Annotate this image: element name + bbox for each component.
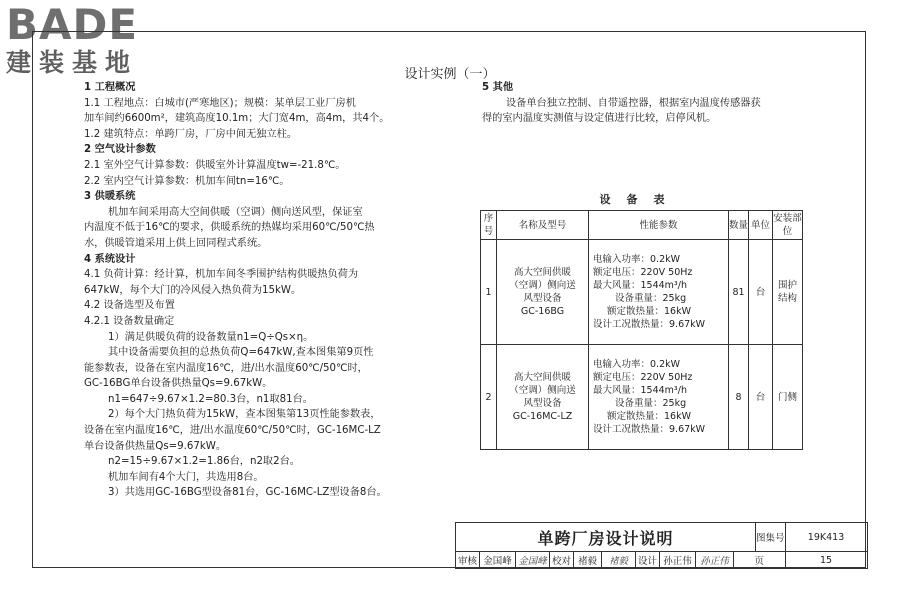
left-text-line: 机加车间有4个大门，共选用8台。	[108, 471, 264, 483]
checker-signature: 褚毅	[602, 552, 636, 569]
header-qty: 数量	[729, 211, 749, 240]
left-text-line: 2.2 室内空气计算参数：机加车间tn=16℃。	[84, 175, 290, 187]
spec-line: 额定电压：220V 50Hz	[593, 372, 693, 383]
name-line: 高大空间供暖	[513, 267, 571, 278]
left-text-line: 其中设备需要负担的总热负荷Q=647kW,查本图集第9页性	[108, 347, 374, 359]
title-block-top-row	[456, 523, 868, 552]
right-text-line: 5 其他	[482, 82, 514, 93]
left-text-line: n2=15÷9.67×1.2=1.86台，n2取2台。	[108, 456, 300, 468]
spec-line: 最大风量：1544m³/h	[593, 280, 687, 291]
row-unit: 台	[749, 240, 773, 345]
atlas-number: 19K413	[785, 523, 867, 552]
name-line: 风型设备	[523, 293, 562, 304]
left-text-line: 机加车间采用高大空间供暖（空调）侧向送风型，保证室	[108, 206, 363, 218]
logo-wordmark: BADE	[6, 0, 139, 49]
spec-line: 电输入功率：0.2kW	[593, 254, 681, 265]
row-location: 门侧	[773, 345, 803, 450]
left-text-line: 加车间约6600m²，建筑高度10.1m；大门宽4m，高4m，共4个。	[84, 113, 390, 125]
left-text-line: 水，供暖管道采用上供上回同程式系统。	[84, 237, 268, 249]
left-text-line: 内温度不低于16℃的要求，供暖系统的热媒均采用60℃/50℃热	[84, 222, 375, 234]
left-text-line: 4 系统设计	[84, 253, 136, 265]
right-text-column	[482, 80, 802, 127]
left-text-line: 2 空气设计参数	[84, 144, 156, 156]
table-row	[481, 240, 803, 345]
name-line: 风型设备	[523, 398, 562, 409]
reviewer-name: 金国峰	[480, 552, 516, 569]
spec-line: 设备重量：25kg	[615, 293, 687, 304]
spec-line: 设备重量：25kg	[615, 398, 687, 409]
row-specs	[589, 345, 729, 450]
header-no: 序号	[481, 211, 497, 240]
left-text-line: 4.1 负荷计算：经计算，机加车间冬季围护结构供暖热负荷为	[84, 269, 359, 281]
name-line: （空调）侧向送	[509, 385, 576, 396]
review-label: 审核	[456, 552, 480, 569]
right-text-line: 得的室内温度实测值与设定值进行比较，启停风机。	[482, 113, 717, 125]
header-unit: 单位	[749, 211, 773, 240]
row-name	[497, 240, 589, 345]
left-text-line: 4.2 设备选型及布置	[84, 300, 175, 312]
left-text-line: 能参数表，设备在室内温度16℃，进/出水温度60℃/50℃时，	[84, 362, 368, 374]
page-number: 15	[785, 552, 867, 569]
left-text-line: 1）满足供暖负荷的设备数量n1=Q÷Qs×η。	[108, 331, 314, 343]
check-label: 校对	[550, 552, 574, 569]
left-text-line: 1.2 建筑特点：单跨厂房，厂房中间无独立柱。	[84, 128, 298, 140]
left-text-line: 单台设备供热量Qs=9.67kW。	[84, 440, 227, 452]
page-label: 页	[734, 552, 786, 569]
row-qty: 81	[729, 240, 749, 345]
designer-name: 孙正伟	[660, 552, 696, 569]
row-location: 围护结构	[773, 240, 803, 345]
left-text-line: 3 供暖系统	[84, 191, 136, 203]
header-name: 名称及型号	[497, 211, 589, 240]
left-text-line: 1 工程概况	[84, 82, 136, 93]
designer-signature: 孙正伟	[696, 552, 734, 569]
spec-line: 最大风量：1544m³/h	[593, 385, 687, 396]
row-qty: 8	[729, 345, 749, 450]
spec-line: 额定电压：220V 50Hz	[593, 267, 693, 278]
row-no: 1	[481, 240, 497, 345]
name-line: （空调）侧向送	[509, 280, 576, 291]
reviewer-signature: 金国峰	[516, 552, 550, 569]
left-text-line: GC-16BG单台设备供热量Qs=9.67kW。	[84, 378, 273, 390]
logo-subtitle: 建装基地	[6, 48, 139, 77]
name-line: GC-16BG	[520, 306, 565, 317]
left-text-line: 4.2.1 设备数量确定	[84, 315, 175, 327]
left-text-line: 3）共选用GC-16BG型设备81台，GC-16MC-LZ型设备8台。	[108, 487, 387, 499]
equipment-table-title: 设备表	[599, 193, 681, 206]
spec-line: 设计工况散热量：9.67kW	[593, 424, 706, 435]
spec-line: 额定散热量：16kW	[607, 411, 691, 422]
row-unit: 台	[749, 345, 773, 450]
right-text-line: 设备单台独立控制、自带遥控器，根据室内温度传感器获	[506, 97, 761, 109]
left-text-line: 1.1 工程地点：白城市(严寒地区)；规模：某单层工业厂房机	[84, 97, 356, 109]
spec-line: 设计工况散热量：9.67kW	[593, 319, 706, 330]
spec-line: 额定散热量：16kW	[607, 306, 691, 317]
left-text-line: 设备在室内温度16℃，进/出水温度60℃/50℃时，GC-16MC-LZ	[84, 425, 381, 437]
row-no: 2	[481, 345, 497, 450]
row-name	[497, 345, 589, 450]
equipment-table	[480, 210, 803, 450]
left-text-column	[84, 80, 434, 501]
name-line: GC-16MC-LZ	[512, 411, 573, 422]
left-text-line: 647kW，每个大门的冷风侵入热负荷为15kW。	[84, 284, 302, 296]
header-specs: 性能参数	[589, 211, 729, 240]
design-label: 设计	[636, 552, 660, 569]
equipment-table-header	[481, 211, 803, 240]
table-row	[481, 345, 803, 450]
section-title: 设计实例（一）	[404, 67, 496, 82]
title-block-sign-row	[456, 552, 868, 569]
left-text-line: 2.1 室外空气计算参数：供暖室外计算温度tw=-21.8℃。	[84, 159, 346, 171]
row-specs	[589, 240, 729, 345]
atlas-label: 图集号	[756, 523, 786, 552]
header-location: 安装部位	[773, 211, 803, 240]
drawing-title: 单跨厂房设计说明	[456, 523, 756, 552]
left-text-line: n1=647÷9.67×1.2=80.3台，n1取81台。	[108, 393, 313, 405]
checker-name: 褚毅	[574, 552, 602, 569]
name-line: 高大空间供暖	[513, 372, 571, 383]
left-text-line: 2）每个大门热负荷为15kW，查本图集第13页性能参数表，	[108, 409, 381, 421]
spec-line: 电输入功率：0.2kW	[593, 359, 681, 370]
title-block	[455, 522, 868, 569]
